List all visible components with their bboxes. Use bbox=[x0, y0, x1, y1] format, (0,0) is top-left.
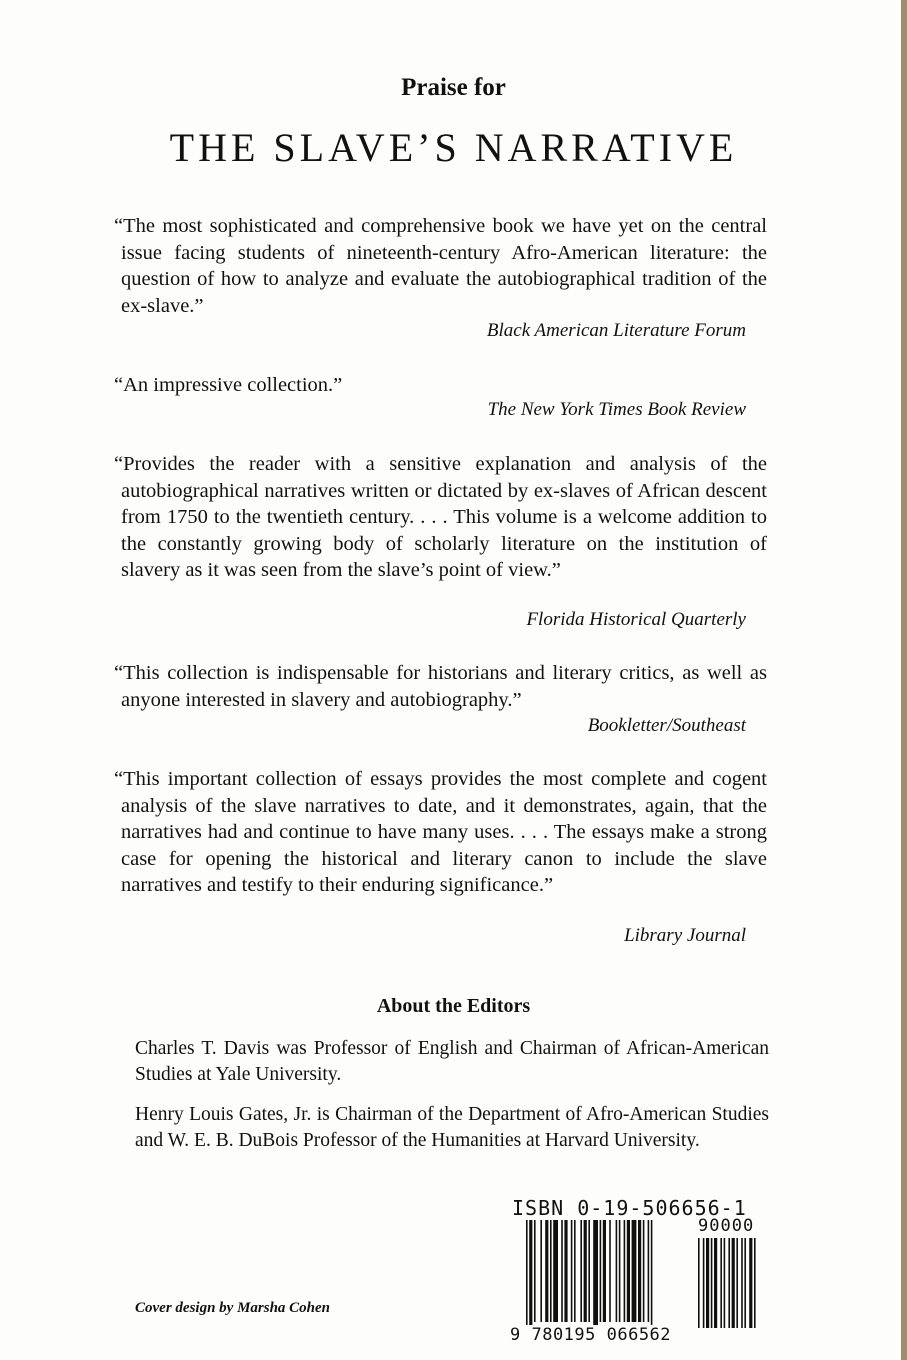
editor-bio-davis: Charles T. Davis was Professor of English and Chairman of African-American Studies at Yale University. bbox=[135, 1038, 769, 1085]
barcode-addon-number: 90000 bbox=[698, 1216, 755, 1236]
review-source-1: Black American Literature Forum bbox=[486, 320, 746, 341]
editor-bio-gates: Henry Louis Gates, Jr. is Chairman of the Department of Afro-American Studies and W. E. B. DuBois Professor of the Humanities at Harvard University. bbox=[135, 1104, 769, 1151]
review-quote-3: “Provides the reader with a sensitive explanation and analysis of the autobiographical narratives written or dictated by ex-slaves of African descent from 1750 to the twentieth century. . . . This volume is a welcome addition to the constantly growing body of scholarly literature on the institution of slavery as it was seen from the slave’s point of view.” bbox=[114, 453, 767, 581]
review-source-5: Library Journal bbox=[624, 925, 746, 946]
review-source-3: Florida Historical Quarterly bbox=[526, 609, 746, 630]
book-title: THE SLAVE’S NARRATIVE bbox=[169, 125, 738, 170]
about-editors-heading: About the Editors bbox=[376, 995, 531, 1017]
review-quote-5: “This important collection of essays provides the most complete and cogent analysis of the slave narratives to date, and it demonstrates, again, that the narratives had and continue to have many uses. . . . The essays make a strong case for opening the historical and literary canon to include the slave narratives and testify to their enduring significance.” bbox=[114, 768, 767, 896]
praise-heading: Praise for bbox=[401, 74, 506, 101]
page-edge bbox=[901, 0, 907, 1360]
cover-credit: Cover design by Marsha Cohen bbox=[135, 1300, 331, 1316]
barcode-ean-number: 9 780195 066562 bbox=[510, 1325, 672, 1345]
isbn-label: ISBN 0-19-506656-1 bbox=[512, 1196, 747, 1220]
review-quote-2: “An impressive collection.” bbox=[114, 374, 343, 396]
review-source-2: The New York Times Book Review bbox=[487, 399, 746, 420]
review-quote-4: “This collection is indispensable for historians and literary critics, as well as anyone interested in slavery and autobiography.” bbox=[114, 662, 767, 711]
review-quote-1: “The most sophisticated and comprehensive book we have yet on the central issue facing students of nineteenth-century Afro-American literature: the question of how to analyze and evaluate the autobiographical tradition of the ex-slave.” bbox=[114, 215, 767, 317]
review-source-4: Bookletter/Southeast bbox=[587, 715, 746, 736]
